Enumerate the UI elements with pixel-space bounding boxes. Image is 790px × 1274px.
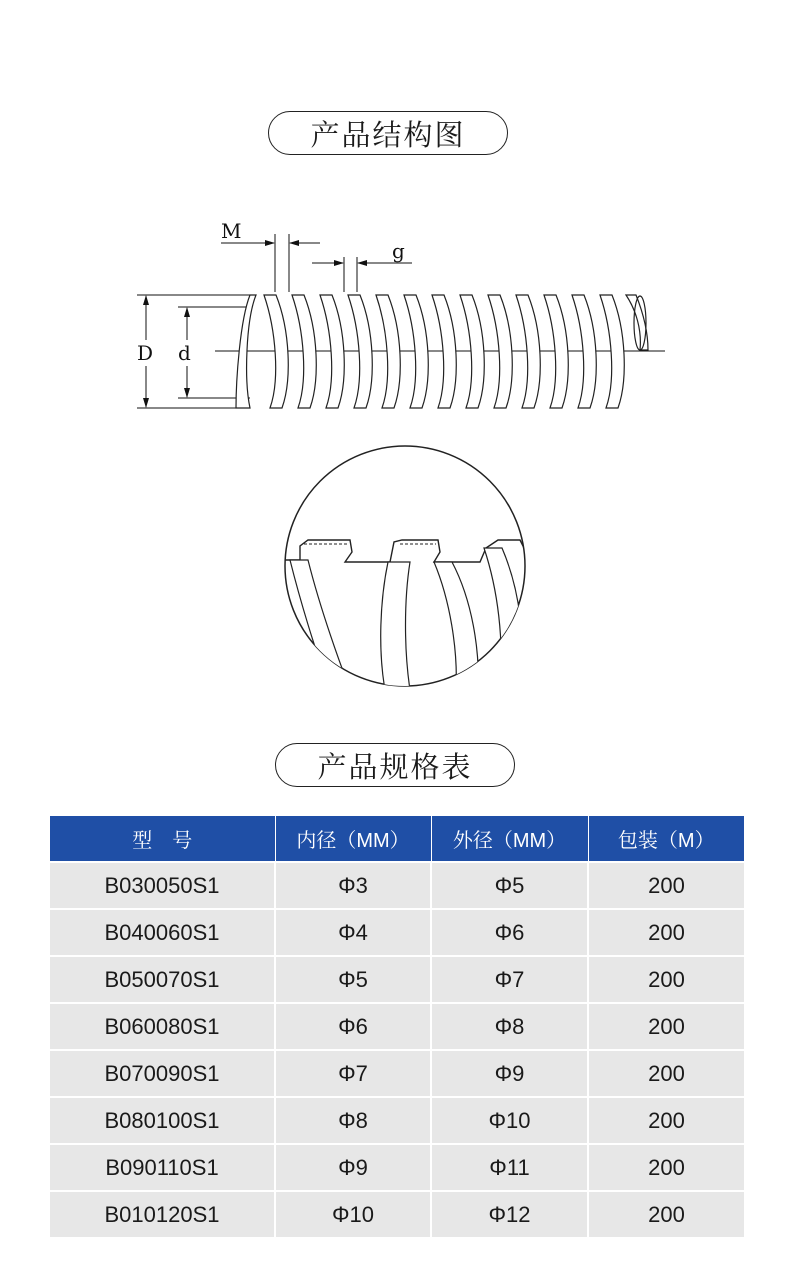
cell-model: B010120S1 bbox=[50, 1191, 275, 1238]
cell-package: 200 bbox=[588, 1097, 744, 1144]
cell-package: 200 bbox=[588, 1050, 744, 1097]
table-row bbox=[50, 862, 744, 909]
cell-inner-diameter: Φ7 bbox=[275, 1050, 431, 1097]
dimension-M bbox=[221, 234, 320, 292]
cell-inner-diameter: Φ8 bbox=[275, 1097, 431, 1144]
table-row bbox=[50, 1097, 744, 1144]
structure-title-text: 产品结构图 bbox=[310, 117, 466, 152]
cell-package: 200 bbox=[588, 956, 744, 1003]
header-inner-diameter: 内径（MM） bbox=[275, 816, 431, 862]
table-row bbox=[50, 1144, 744, 1191]
cell-model: B040060S1 bbox=[50, 909, 275, 956]
header-model: 型 号 bbox=[50, 816, 275, 862]
label-M: M bbox=[221, 219, 242, 243]
cross-section-detail bbox=[280, 446, 540, 690]
cell-outer-diameter: Φ12 bbox=[431, 1191, 588, 1238]
table-row bbox=[50, 1050, 744, 1097]
header-outer-diameter: 外径（MM） bbox=[431, 816, 588, 862]
cell-model: B090110S1 bbox=[50, 1144, 275, 1191]
cell-model: B080100S1 bbox=[50, 1097, 275, 1144]
cell-model: B050070S1 bbox=[50, 956, 275, 1003]
cell-inner-diameter: Φ5 bbox=[275, 956, 431, 1003]
cell-model: B060080S1 bbox=[50, 1003, 275, 1050]
cell-outer-diameter: Φ8 bbox=[431, 1003, 588, 1050]
spec-title-text: 产品规格表 bbox=[317, 749, 473, 784]
label-g: g bbox=[392, 239, 405, 263]
table-row bbox=[50, 1191, 744, 1238]
label-D: D bbox=[137, 341, 154, 365]
cell-outer-diameter: Φ11 bbox=[431, 1144, 588, 1191]
cell-package: 200 bbox=[588, 1144, 744, 1191]
cell-inner-diameter: Φ4 bbox=[275, 909, 431, 956]
spec-table-header bbox=[50, 816, 744, 862]
spec-table bbox=[50, 816, 744, 1239]
table-row bbox=[50, 909, 744, 956]
cell-inner-diameter: Φ9 bbox=[275, 1144, 431, 1191]
cell-outer-diameter: Φ10 bbox=[431, 1097, 588, 1144]
cell-inner-diameter: Φ3 bbox=[275, 862, 431, 909]
table-row bbox=[50, 1003, 744, 1050]
cell-inner-diameter: Φ6 bbox=[275, 1003, 431, 1050]
cell-package: 200 bbox=[588, 1191, 744, 1238]
cell-package: 200 bbox=[588, 1003, 744, 1050]
header-package: 包装（M） bbox=[588, 816, 744, 862]
cell-model: B030050S1 bbox=[50, 862, 275, 909]
table-row bbox=[50, 956, 744, 1003]
label-d: d bbox=[178, 341, 191, 365]
cell-package: 200 bbox=[588, 862, 744, 909]
cell-package: 200 bbox=[588, 909, 744, 956]
cell-outer-diameter: Φ7 bbox=[431, 956, 588, 1003]
section-title-spec bbox=[275, 743, 515, 787]
cell-outer-diameter: Φ6 bbox=[431, 909, 588, 956]
cell-inner-diameter: Φ10 bbox=[275, 1191, 431, 1238]
cell-model: B070090S1 bbox=[50, 1050, 275, 1097]
cell-outer-diameter: Φ9 bbox=[431, 1050, 588, 1097]
cell-outer-diameter: Φ5 bbox=[431, 862, 588, 909]
